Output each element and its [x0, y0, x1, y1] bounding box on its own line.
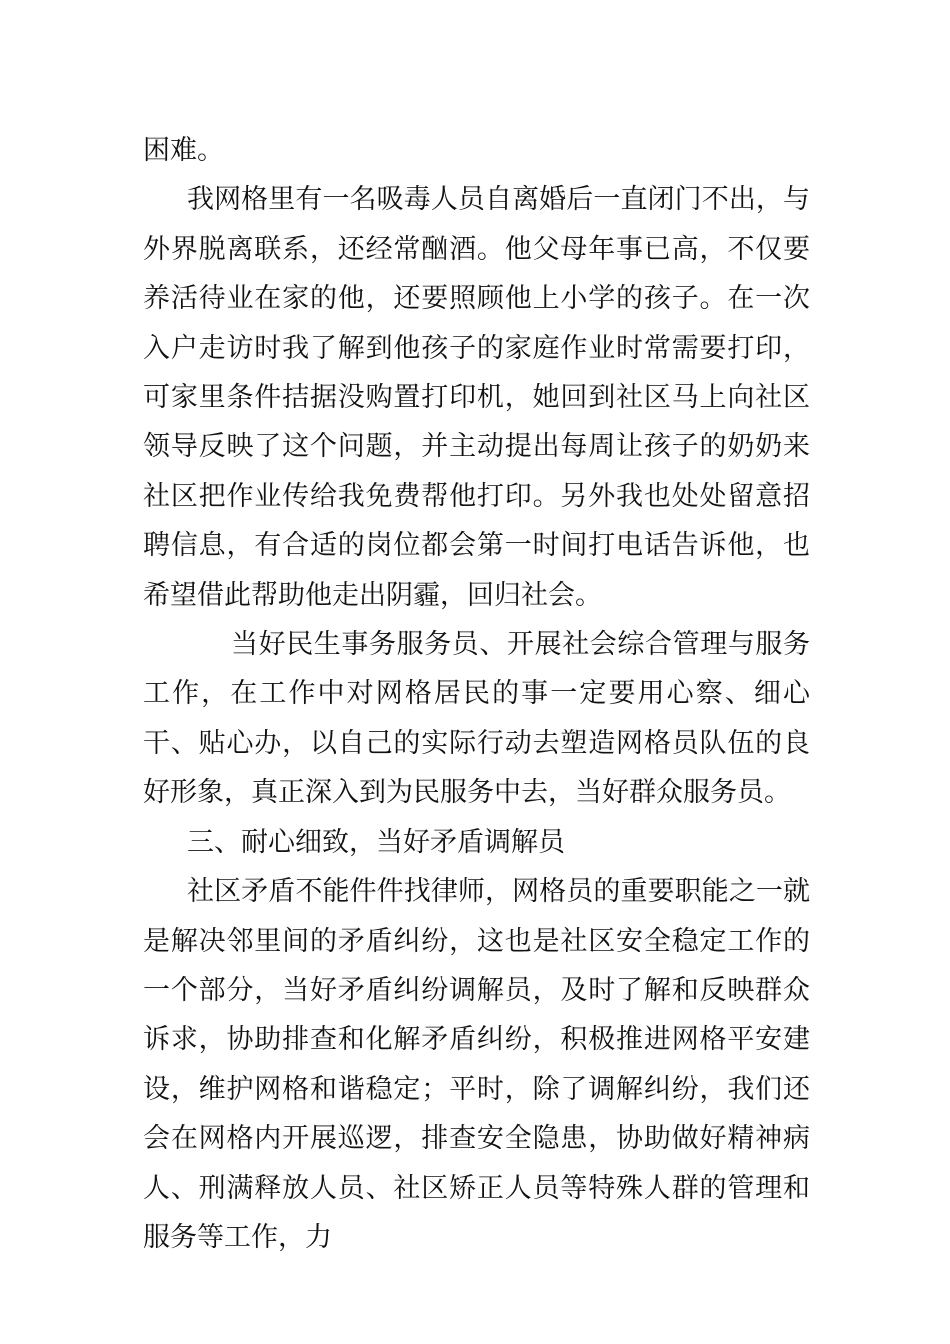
paragraph-service-summary: 当好民生事务服务员、开展社会综合管理与服务工作，在工作中对网格居民的事一定要用心察、细心干、贴心办，以自己的实际行动去塑造网格员队伍的良好形象，真正深入到为民服务中去，当好群众服务员。 — [143, 629, 810, 809]
document-body — [143, 126, 810, 1262]
paragraph-continuation: 困难。 — [143, 135, 224, 166]
paragraph-dispute-mediation: 社区矛盾不能件件找律师，网格员的重要职能之一就是解决邻里间的矛盾纠纷，这也是社区安全稳定工作的一个部分，当好矛盾纠纷调解员，及时了解和反映群众诉求，协助排查和化解矛盾纠纷，积极推进网格平安建设，维护网格和谐稳定；平时，除了调解纠纷，我们还会在网格内开展巡逻，排查安全隐患，协助做好精神病人、刑满释放人员、社区矫正人员等特殊人群的管理和服务等工作，力 — [143, 876, 810, 1253]
section-heading-mediator: 三、耐心细致，当好矛盾调解员 — [187, 826, 565, 858]
paragraph-drug-user-case: 我网格里有一名吸毒人员自离婚后一直闭门不出，与外界脱离联系，还经常酗酒。他父母年事已高，不仅要养活待业在家的他，还要照顾他上小学的孩子。在一次入户走访时我了解到他孩子的家庭作业时常需要打印，可家里条件拮据没购置打印机，她回到社区马上向社区领导反映了这个问题，并主动提出每周让孩子的奶奶来社区把作业传给我免费帮他打印。另外我也处处留意招聘信息，有合适的岗位都会第一时间打电话告诉他，也希望借此帮助他走出阴霾，回归社会。 — [143, 184, 810, 611]
